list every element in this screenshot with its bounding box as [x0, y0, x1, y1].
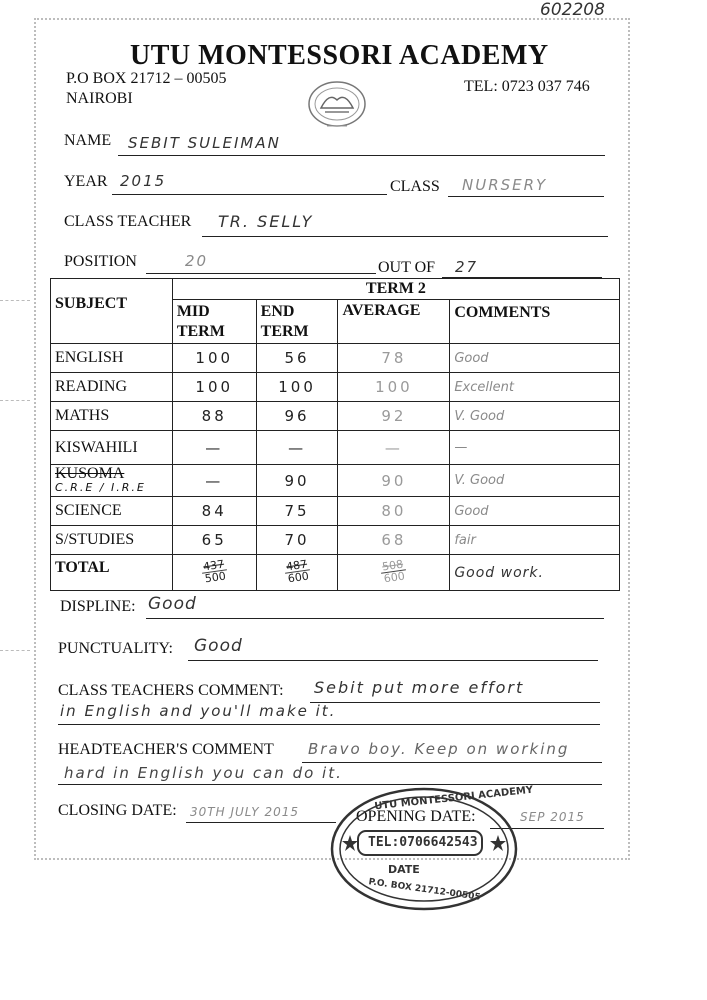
year-line [112, 194, 387, 195]
end-term-cell: 56 [256, 344, 338, 373]
mid-term-cell: 84 [172, 497, 256, 526]
closing-date-value: 30TH JULY 2015 [190, 805, 299, 819]
school-logo-icon [305, 78, 369, 134]
table-row [51, 344, 620, 373]
punctuality-label: PUNCTUALITY: [58, 640, 173, 657]
reference-number: 602208 [540, 0, 605, 20]
teacher-comment-label: CLASS TEACHERS COMMENT: [58, 682, 284, 699]
position-value: 20 [185, 252, 209, 270]
average-cell: 78 [338, 344, 450, 373]
comment-cell: Good [450, 497, 620, 526]
opening-date-value: SEP 2015 [520, 810, 585, 824]
year-label: YEAR [64, 173, 108, 190]
stamp-top-text: UTU MONTESSORI ACADEMY [373, 784, 534, 813]
subject-struck-text: KUSOMA [55, 465, 125, 482]
headteacher-comment-line-1 [302, 762, 602, 763]
total-end-cell: $\frac{487}{600}$ [256, 555, 338, 591]
subject-cell [51, 465, 173, 497]
discipline-label: DISPLINE: [60, 598, 136, 615]
end-term-cell: 100 [256, 373, 338, 402]
mid-term-header: MID TERM [172, 300, 256, 344]
average-header: AVERAGE [338, 300, 450, 344]
opening-date-label: OPENING DATE: [356, 808, 476, 825]
comments-header: COMMENTS [450, 300, 620, 344]
total-row [51, 555, 620, 591]
stamp-tel: TEL:0706642543 [368, 835, 478, 850]
comment-cell: fair [450, 526, 620, 555]
comment-cell: Good [450, 344, 620, 373]
subject-cell: S/STUDIES [51, 526, 173, 555]
marks-table [50, 278, 620, 591]
average-cell: 100 [338, 373, 450, 402]
average-cell: 68 [338, 526, 450, 555]
school-tel: TEL: 0723 037 746 [464, 78, 590, 95]
end-term-header: END TERM [256, 300, 338, 344]
mid-term-cell: 88 [172, 402, 256, 431]
class-teacher-label: CLASS TEACHER [64, 213, 192, 230]
subject-cell: MATHS [51, 402, 173, 431]
comment-cell: Excellent [450, 373, 620, 402]
subject-cell: SCIENCE [51, 497, 173, 526]
end-term-cell: 90 [256, 465, 338, 497]
total-average-cell: $\frac{508}{600}$ [338, 555, 450, 591]
comment-cell: V. Good [450, 402, 620, 431]
school-city: NAIROBI [66, 90, 133, 107]
discipline-line [146, 618, 604, 619]
subject-cell: KISWAHILI [51, 431, 173, 465]
end-term-cell: 75 [256, 497, 338, 526]
teacher-comment-text-1: Sebit put more effort [314, 678, 525, 697]
total-mid-cell: $\frac{437}{500}$ [172, 555, 256, 591]
school-stamp [328, 784, 534, 913]
mid-term-cell: — [172, 431, 256, 465]
table-row [51, 431, 620, 465]
closing-date-label: CLOSING DATE: [58, 802, 177, 819]
average-cell: 80 [338, 497, 450, 526]
end-term-cell: 96 [256, 402, 338, 431]
subject-cell: ENGLISH [51, 344, 173, 373]
punctuality-line [188, 660, 598, 661]
end-term-cell: — [256, 431, 338, 465]
end-term-cell: 70 [256, 526, 338, 555]
total-comment-cell: Good work. [450, 555, 620, 591]
name-label: NAME [64, 132, 112, 149]
table-row [51, 526, 620, 555]
class-line [448, 196, 604, 197]
position-label: POSITION [64, 253, 137, 270]
punctuality-value: Good [194, 636, 243, 656]
comment-cell: — [450, 431, 620, 465]
year-value: 2015 [120, 172, 167, 190]
comment-cell: V. Good [450, 465, 620, 497]
average-cell: 92 [338, 402, 450, 431]
stamp-date-label: DATE [388, 863, 420, 876]
out-of-value: 27 [455, 258, 479, 276]
table-row [51, 373, 620, 402]
closing-date-line [186, 822, 336, 823]
school-address: P.O BOX 21712 – 00505 [66, 70, 227, 87]
term-header: TERM 2 [172, 279, 619, 300]
headteacher-comment-text-1: Bravo boy. Keep on working [308, 740, 570, 758]
mid-term-cell: 100 [172, 373, 256, 402]
subject-header: SUBJECT [51, 279, 173, 344]
mid-term-cell: — [172, 465, 256, 497]
subject-cell: READING [51, 373, 173, 402]
table-row [51, 402, 620, 431]
name-line [118, 155, 605, 156]
headteacher-comment-label: HEADTEACHER'S COMMENT [58, 741, 274, 758]
stamp-bottom-text: P.O. BOX 21712-00505 [367, 877, 482, 903]
position-line [146, 273, 376, 274]
mid-term-cell: 100 [172, 344, 256, 373]
class-teacher-line [202, 236, 608, 237]
total-label: TOTAL [51, 555, 173, 591]
school-name: UTU MONTESSORI ACADEMY [130, 40, 549, 71]
table-row [51, 497, 620, 526]
teacher-comment-line-1 [310, 702, 600, 703]
average-cell: — [338, 431, 450, 465]
mid-term-cell: 65 [172, 526, 256, 555]
class-teacher-value: TR. SELLY [218, 212, 314, 231]
class-value: NURSERY [462, 176, 548, 194]
table-row [51, 465, 620, 497]
average-cell: 90 [338, 465, 450, 497]
teacher-comment-line-2 [58, 724, 600, 725]
name-value: SEBIT SULEIMAN [128, 134, 281, 152]
class-label: CLASS [390, 178, 440, 195]
headteacher-comment-text-2: hard in English you can do it. [64, 764, 343, 782]
out-of-label: OUT OF [378, 259, 436, 276]
subject-note: C.R.E / I.R.E [55, 481, 146, 494]
teacher-comment-text-2: in English and you'll make it. [60, 702, 337, 720]
discipline-value: Good [148, 594, 197, 614]
